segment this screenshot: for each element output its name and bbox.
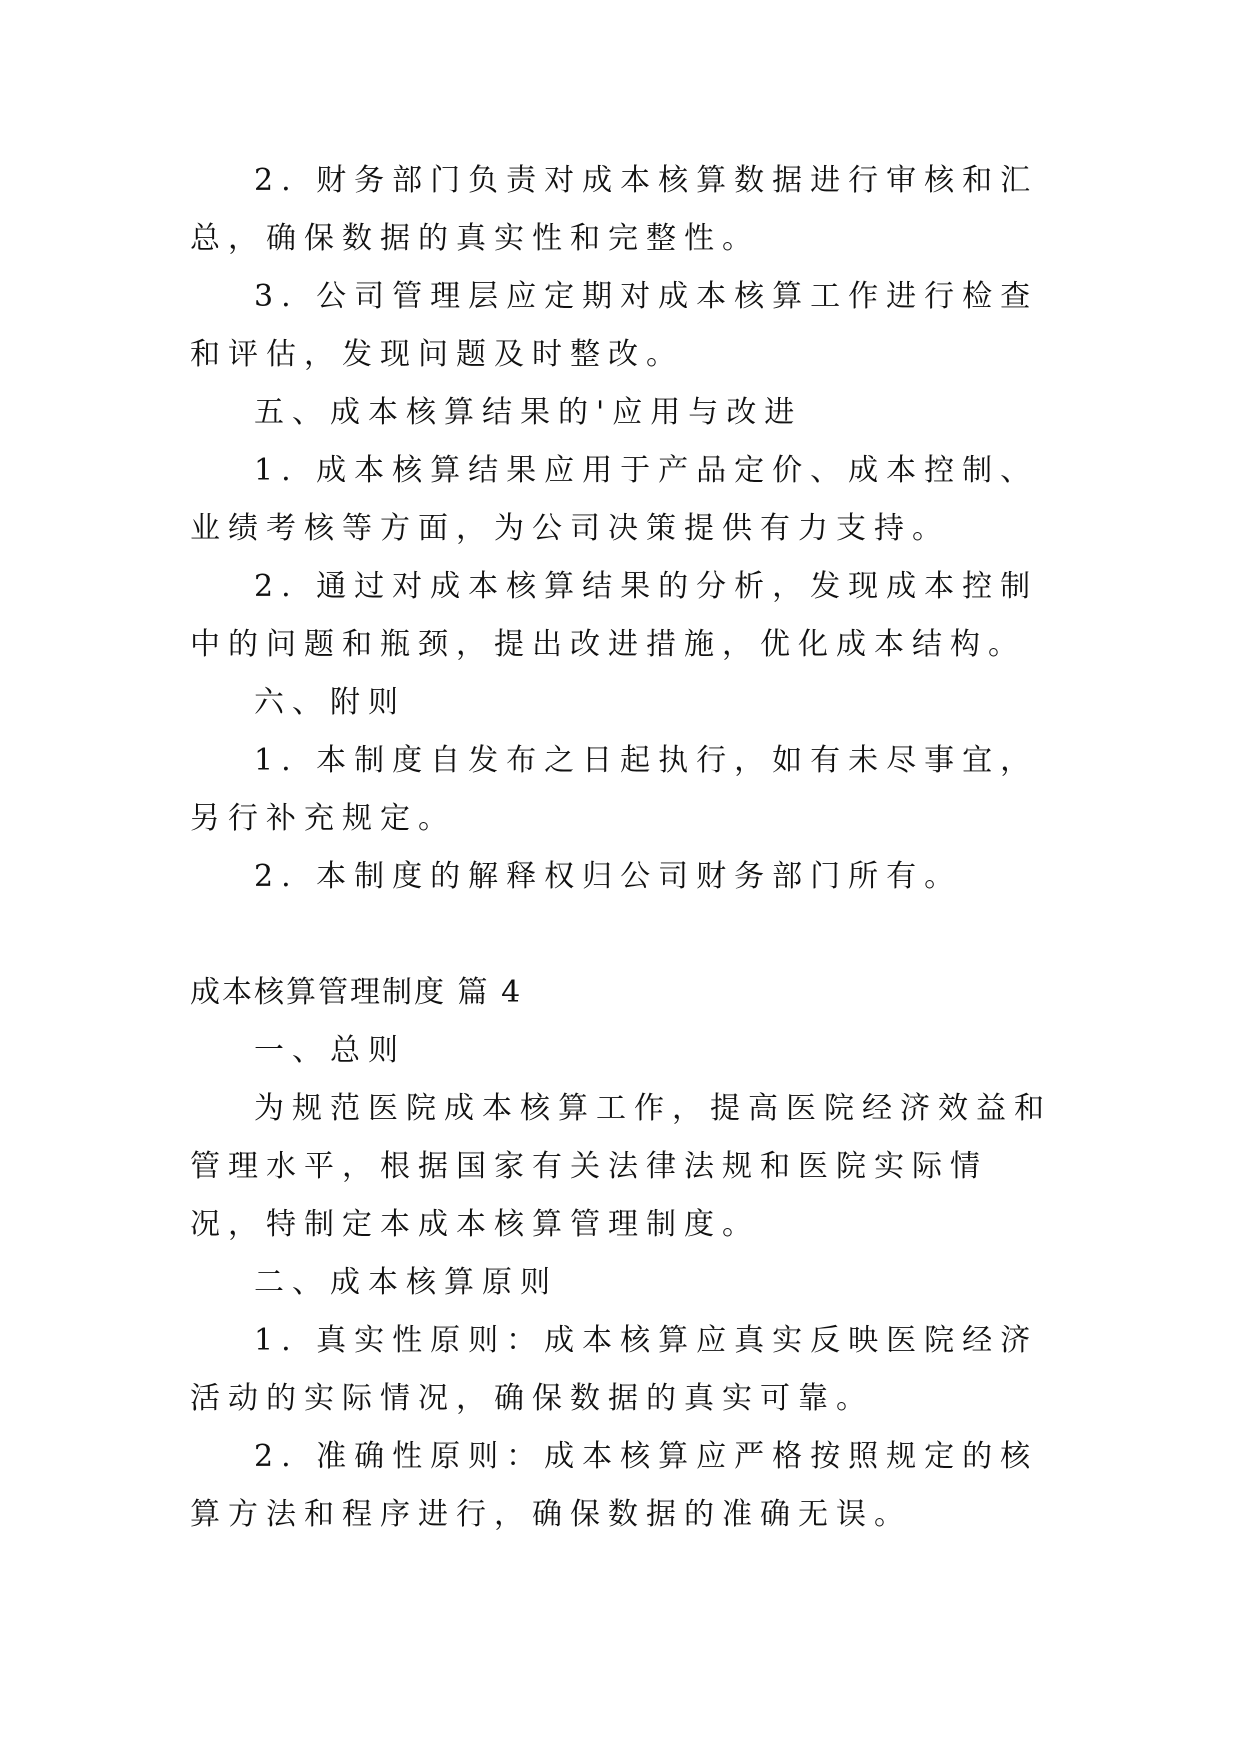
section-heading-principles: 二、成本核算原则 <box>254 1265 558 1300</box>
paragraph-audit: 2. 财务部门负责对成本核算数据进行审核和汇总，确保数据的真实性和完整性。 <box>190 163 1039 256</box>
paragraph-truth-principle: 1. 真实性原则：成本核算应真实反映医院经济活动的实际情况，确保数据的真实可靠。 <box>190 1323 1039 1416</box>
section-heading-6: 六、附则 <box>254 685 406 720</box>
paragraph-accuracy-principle: 2. 准确性原则：成本核算应严格按照规定的核算方法和程序进行，确保数据的准确无误。 <box>190 1439 1039 1532</box>
paragraph-interpretation: 2. 本制度的解释权归公司财务部门所有。 <box>254 859 963 894</box>
paragraph-effective-date: 1. 本制度自发布之日起执行，如有未尽事宜，另行补充规定。 <box>190 743 1039 836</box>
section-heading-general: 一、总则 <box>254 1033 406 1068</box>
paragraph-result-application: 1. 成本核算结果应用于产品定价、成本控制、业绩考核等方面，为公司决策提供有力支持。 <box>190 453 1039 546</box>
paragraph-purpose: 为规范医院成本核算工作，提高医院经济效益和管理水平，根据国家有关法律法规和医院实际情况，特制定本成本核算管理制度。 <box>190 1091 1052 1242</box>
document-body <box>190 152 1052 1544</box>
paragraph-management-review: 3. 公司管理层应定期对成本核算工作进行检查和评估，发现问题及时整改。 <box>190 279 1039 372</box>
section-spacer <box>190 906 1052 964</box>
section-heading-5: 五、成本核算结果的'应用与改进 <box>254 395 803 430</box>
paragraph-result-analysis: 2. 通过对成本核算结果的分析，发现成本控制中的问题和瓶颈，提出改进措施，优化成本结构。 <box>190 569 1039 662</box>
document-title: 成本核算管理制度 篇 4 <box>190 975 523 1010</box>
